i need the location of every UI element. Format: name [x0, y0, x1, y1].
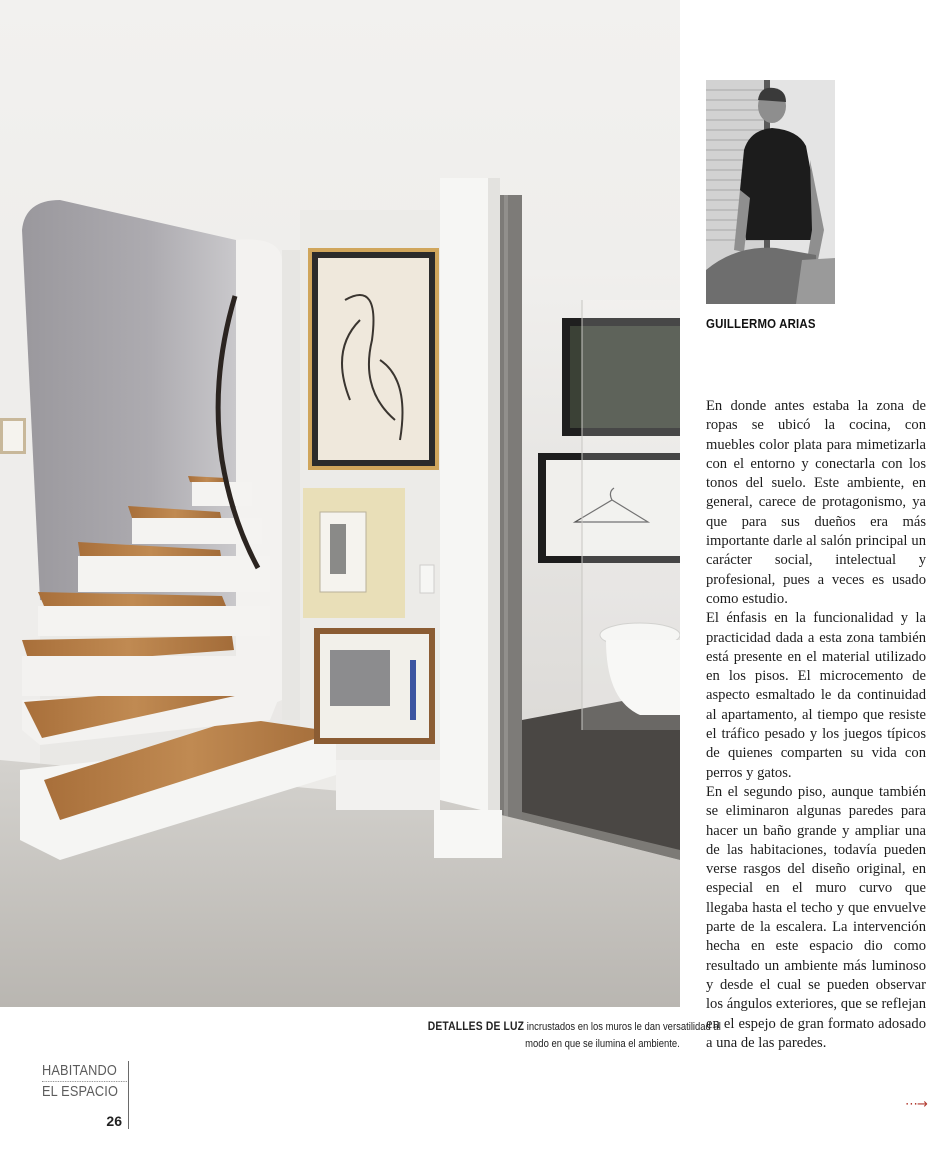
person-portrait	[706, 80, 835, 304]
section-name-line2: EL ESPACIO	[42, 1083, 119, 1100]
article-paragraph: El énfasis en la funcionalidad y la practicidad dada a esta zona también está presente en el material utilizado en los pisos. El microcemento de aspecto esmaltado le da continuidad al apartamento, al tiempo que resiste el tráfico pesado y los juegos típicos de quienes comparten su vida con perros y gatos.	[706, 610, 926, 781]
caption-line-2: modo en que se ilumina el ambiente.	[525, 1038, 680, 1050]
article-body	[706, 397, 926, 1053]
arrow-right-icon: ⋯→	[905, 1097, 927, 1112]
portrait-photo	[706, 80, 835, 304]
photo-caption	[380, 1018, 721, 1053]
page-number: 26	[106, 1113, 122, 1129]
folio	[42, 1061, 129, 1129]
article-paragraph: En el segundo piso, aunque también se eliminaron algunas paredes para hacer un baño grande y ampliar una de las habitaciones, todavía pueden verse rasgos del diseño original, en especial en el muro curvo que llegaba hasta el techo y que envuelve parte de la escalera. La intervención hecha en este espacio dio como resultado un ambiente más luminoso y desde el cual se pueden observar los ángulos exteriores, que se reflejan en el espejo de gran formato adosado a una de las paredes.	[706, 783, 926, 1051]
caption-text: incrustados en los muros le dan versatilidad al	[526, 1021, 721, 1033]
section-name-line1: HABITANDO	[42, 1061, 127, 1082]
caption-title: DETALLES DE LUZ	[427, 1019, 525, 1033]
portrait-name: GUILLERMO ARIAS	[706, 316, 816, 331]
article-paragraph: En donde antes estaba la zona de ropas se ubicó la cocina, con muebles color plata para mimetizarla con el entorno y conectarla con los tonos del suelo. Este ambiente, en general, carece de protagonismo, ya que para sus dueños era más importante darle al salón principal un carácter social, intelectual y profesional, pues a veces es usado como estudio.	[706, 398, 926, 607]
caption-line-1	[428, 1018, 721, 1036]
